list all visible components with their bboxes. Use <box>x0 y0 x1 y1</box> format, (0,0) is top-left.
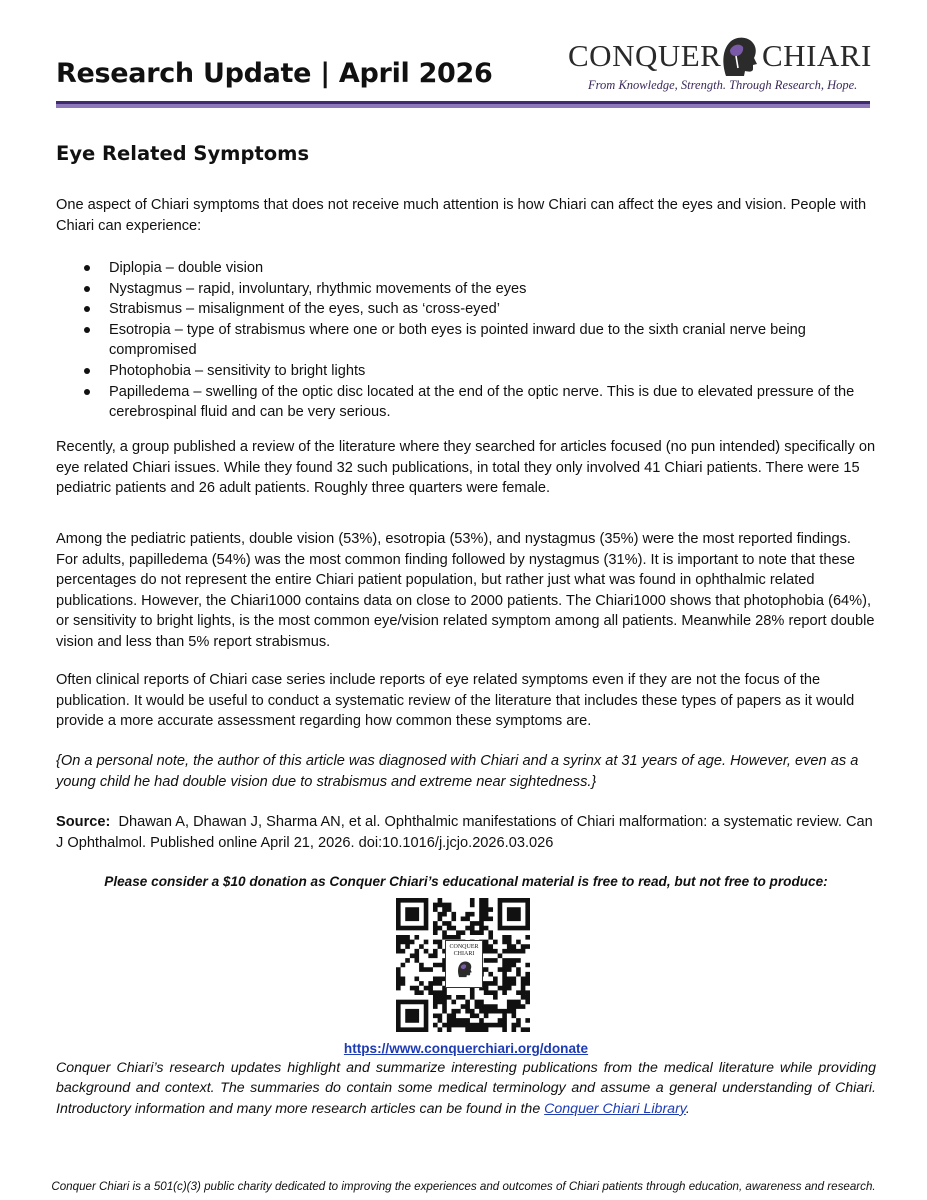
qr-center-text: CONQUER CHIARI <box>449 944 479 957</box>
list-item: Papilledema – swelling of the optic disc located at the end of the optic nerve. This is due to elevated pressure of the cerebrospinal fluid and can be very serious. <box>56 382 876 423</box>
personal-note: {On a personal note, the author of this article was diagnosed with Chiari and a syrinx at 31 years of age. However, even as a young child he had double vision due to strabismus and extreme near sightedness.} <box>56 753 859 790</box>
qr-finder-pattern <box>396 1000 428 1032</box>
findings-paragraph: Among the pediatric patients, double vision (53%), esotropia (53%), and nystagmus (35%) were the most reported findings. For adults, papilledema (54%) was the most common finding followed by nystagmus (31%). It is important to note that these percentages do not represent the entire Chiari patient population, but rather just what was found in ophthalmic related publications. However, the Chiari1000 contains data on close to 2000 patients. The Chiari1000 shows that photophobia (64%), or sensitivity to bright lights, is the most common eye/vision related symptom among all patients. Meanwhile 28% report double vision and less than 5% report strabismus. <box>56 531 875 650</box>
source-label: Source: <box>56 814 111 830</box>
bullet-icon <box>84 389 90 395</box>
library-link[interactable]: Conquer Chiari Library <box>544 1100 686 1117</box>
donation-qr-code[interactable] <box>396 898 530 1032</box>
suggestion-paragraph: Often clinical reports of Chiari case series include reports of eye related symptoms even if they are not the focus of the publication. It would be useful to conduct a systematic review of the literature that includes these types of papers as it would provide a more accurate assessment regarding how common these symptoms are. <box>56 672 855 730</box>
source-text: Dhawan A, Dhawan J, Sharma AN, et al. Ophthalmic manifestations of Chiari malformation: a systematic review. Can J Ophthalmol. Published online April 21, 2026. doi:10.1016/j.jcjo.2026.03.026 <box>56 814 873 851</box>
bullet-icon <box>84 327 90 333</box>
qr-finder-pattern <box>498 898 530 930</box>
page-title: Research Update | April 2026 <box>56 58 493 89</box>
conquer-chiari-logo <box>562 38 882 94</box>
logo-word-conquer: CONQUER <box>568 38 722 73</box>
donation-appeal: Please consider a $10 donation as Conquer Chiari’s educational material is free to read, but not free to produce: <box>104 874 828 889</box>
qr-center-logo <box>445 940 483 988</box>
head-profile-icon <box>716 34 760 78</box>
list-item: Esotropia – type of strabismus where one or both eyes is pointed inward due to the sixth cranial nerve being compromised <box>56 320 876 361</box>
bullet-icon <box>84 368 90 374</box>
list-item: Diplopia – double vision <box>56 258 876 279</box>
symptom-list <box>56 258 876 423</box>
footer-note: Conquer Chiari is a 501(c)(3) public charity dedicated to improving the experiences and outcomes of Chiari patients through education, awareness and research. <box>51 1180 876 1193</box>
article-heading: Eye Related Symptoms <box>56 142 310 165</box>
closing-paragraph: Conquer Chiari’s research updates highlight and summarize interesting publications from the medical literature while providing background and context. The summaries do contain some medical terminology and assume a general understanding of Chiari. Introductory information and many more research articles can be found in the Conquer Chiari Library. <box>56 1060 876 1117</box>
donate-link[interactable]: https://www.conquerchiari.org/donate <box>343 1041 589 1056</box>
intro-paragraph: One aspect of Chiari symptoms that does not receive much attention is how Chiari can affect the eyes and vision. People with Chiari can experience: <box>56 197 867 234</box>
bullet-icon <box>84 286 90 292</box>
list-item: Nystagmus – rapid, involuntary, rhythmic movements of the eyes <box>56 279 876 300</box>
bullet-icon <box>84 306 90 312</box>
list-item: Photophobia – sensitivity to bright lights <box>56 361 876 382</box>
logo-word-chiari: CHIARI <box>762 38 872 73</box>
review-paragraph: Recently, a group published a review of the literature where they searched for articles focused (no pun intended) specifically on eye related Chiari issues. While they found 32 such publications, in total they only involved 41 Chiari patients. There were 15 pediatric patients and 26 adult patients. Roughly three quarters were female. <box>56 439 876 497</box>
bullet-icon <box>84 265 90 271</box>
source-citation <box>56 812 876 853</box>
logo-tagline: From Knowledge, Strength. Through Research, Hope. <box>588 78 858 92</box>
qr-finder-pattern <box>396 898 428 930</box>
header-rule-light <box>56 104 870 108</box>
list-item: Strabismus – misalignment of the eyes, such as ‘cross-eyed’ <box>56 299 876 320</box>
head-profile-icon <box>455 960 473 978</box>
